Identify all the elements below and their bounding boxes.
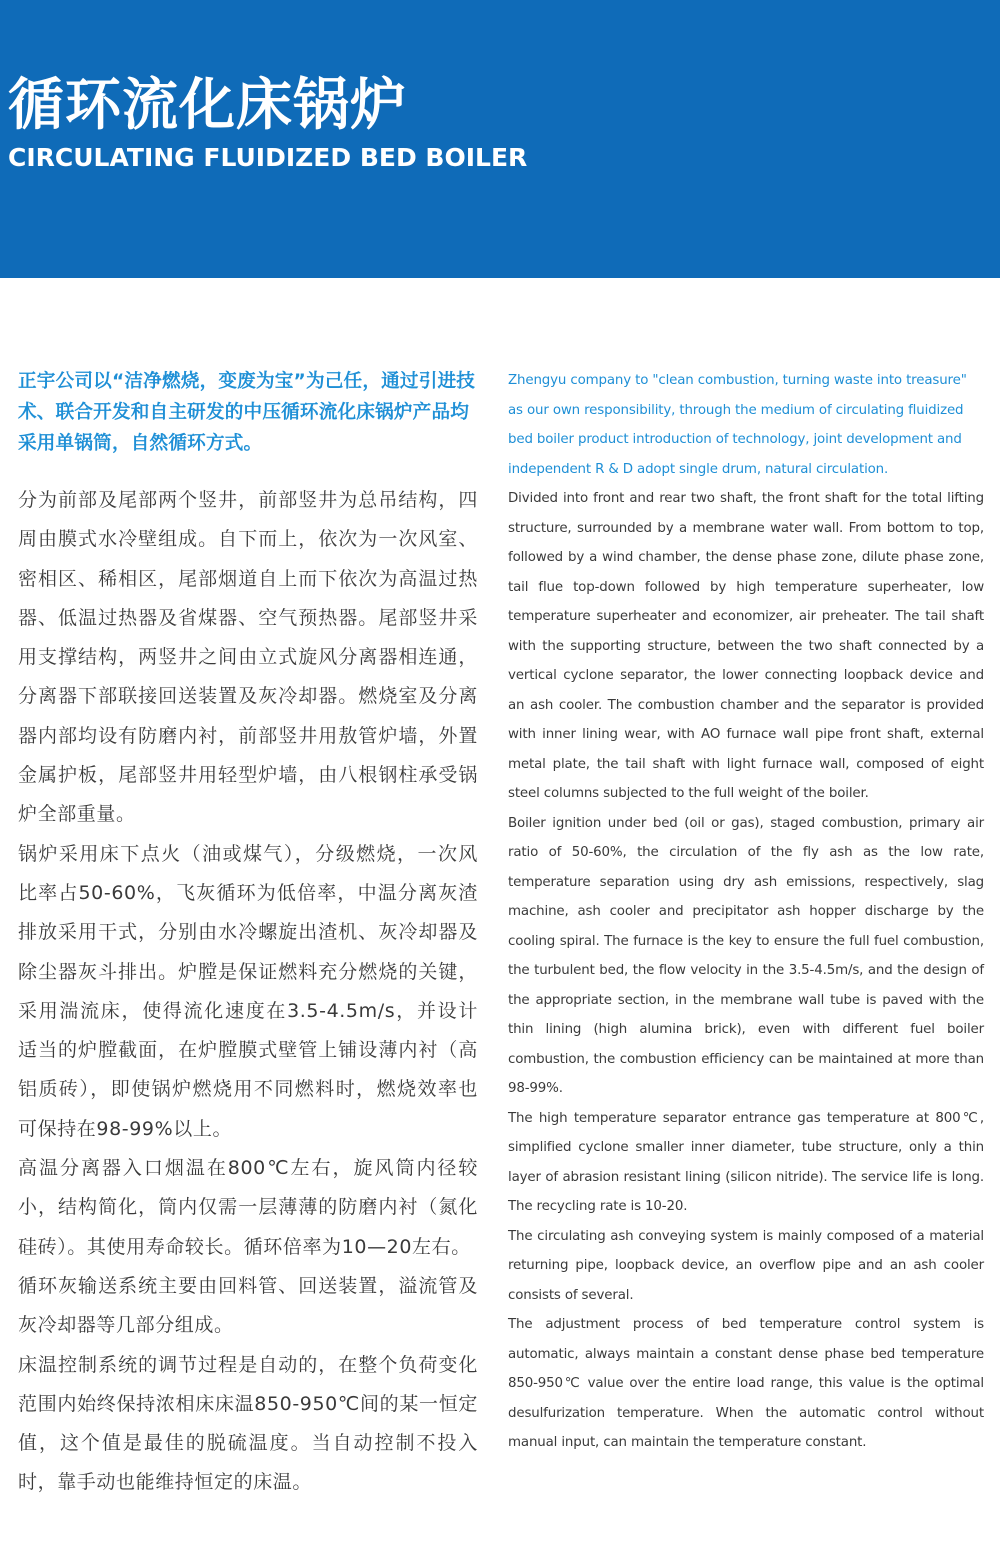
page-title-chinese: 循环流化床锅炉	[8, 73, 407, 138]
english-paragraph-ash-system: The circulating ash conveying system is mainly composed of a material returning pipe, loopback device, an overflow pipe and an ash cooler consists of several.	[508, 1228, 984, 1303]
chinese-paragraph-structure: 分为前部及尾部两个竖井，前部竖井为总吊结构，四周由膜式水冷壁组成。自下而上，依次为一次风室、密相区、稀相区，尾部烟道自上而下依次为高温过热器、低温过热器及省煤器、空气预热器。尾部竖井采用支撑结构，两竖井之间由立式旋风分离器相连通，分离器下部联接回送装置及灰冷却器。燃烧室及分离器内部均设有防磨内衬，前部竖井用敖管炉墙，外置金属护板，尾部竖井用轻型炉墙，由八根钢柱承受锅炉全部重量。	[18, 489, 478, 826]
chinese-paragraph-ash-system: 循环灰输送系统主要由回料管、回送装置，溢流管及灰冷却器等几部分组成。	[18, 1274, 478, 1337]
chinese-paragraph-temperature-control: 床温控制系统的调节过程是自动的，在整个负荷变化范围内始终保持浓相床床温850-950℃间的某一恒定值，这个值是最佳的脱硫温度。当自动控制不投入时，靠手动也能维持恒定的床温。	[18, 1353, 478, 1494]
chinese-column	[18, 366, 478, 1503]
english-paragraph-temperature-control: The adjustment process of bed temperature control system is automatic, always maintain a constant dense phase bed temperature 850-950℃ value over the entire load range, this value is the optimal desulfurization temperature. When the automatic control without manual input, can maintain the temperature constant.	[508, 1317, 984, 1450]
english-paragraph-combustion: Boiler ignition under bed (oil or gas), staged combustion, primary air ratio of 50-60%, the circulation of the fly ash as the low rate, temperature separation using dry ash emissions, respectively, slag machine, ash cooler and precipitator ash hopper discharge by the cooling spiral. The furnace is the key to ensure the full fuel combustion, the turbulent bed, the flow velocity in the 3.5-4.5m/s, and the design of the appropriate section, in the membrane wall tube is paved with the thin lining (high alumina brick), even with different fuel boiler combustion, the combustion efficiency can be maintained at more than 98-99%.	[508, 815, 984, 1096]
english-paragraph-separator: The high temperature separator entrance gas temperature at 800℃, simplified cyclone smaller inner diameter, tube structure, only a thin layer of abrasion resistant lining (silicon nitride). The service life is long. The recycling rate is 10-20.	[508, 1110, 984, 1214]
page-title-english: CIRCULATING FLUIDIZED BED BOILER	[8, 143, 528, 172]
english-lead-paragraph: Zhengyu company to "clean combustion, turning waste into treasure" as our own responsibility, through the medium of circulating fluidized bed boiler product introduction of technology, joint development and independent R & D adopt single drum, natural circulation.	[508, 373, 967, 477]
header-banner	[0, 0, 1000, 278]
english-paragraph-structure: Divided into front and rear two shaft, the front shaft for the total lifting structure, surrounded by a membrane water wall. From bottom to top, followed by a wind chamber, the dense phase zone, dilute phase zone, tail flue top-down followed by high temperature superheater, low temperature superheater and economizer, air preheater. The tail shaft with the supporting structure, between the two shaft connected by a vertical cyclone separator, the lower connecting loopback device and an ash cooler. The combustion chamber and the separator is provided with inner lining wear, with AO furnace wall pipe front shaft, external metal plate, the tail shaft with light furnace wall, composed of eight steel columns subjected to the full weight of the boiler.	[508, 491, 984, 801]
english-column	[508, 366, 984, 1458]
chinese-lead-paragraph: 正宇公司以“洁净燃烧，变废为宝”为己任，通过引进技术、联合开发和自主研发的中压循环流化床锅炉产品均采用单锅筒，自然循环方式。	[18, 371, 476, 454]
chinese-paragraph-combustion: 锅炉采用床下点火（油或煤气），分级燃烧，一次风比率占50-60%，飞灰循环为低倍率，中温分离灰渣排放采用干式，分别由水冷螺旋出渣机、灰冷却器及除尘器灰斗排出。炉膛是保证燃料充分燃烧的关键，采用湍流床，使得流化速度在3.5-4.5m/s，并设计适当的炉膛截面，在炉膛膜式壁管上铺设薄内衬（高铝质砖），即使锅炉燃烧用不同燃料时，燃烧效率也可保持在98-99%以上。	[18, 842, 478, 1140]
chinese-paragraph-separator: 高温分离器入口烟温在800℃左右，旋风筒内径较小，结构简化，筒内仅需一层薄薄的防磨内衬（氮化硅砖）。其使用寿命较长。循环倍率为10—20左右。	[18, 1157, 478, 1258]
